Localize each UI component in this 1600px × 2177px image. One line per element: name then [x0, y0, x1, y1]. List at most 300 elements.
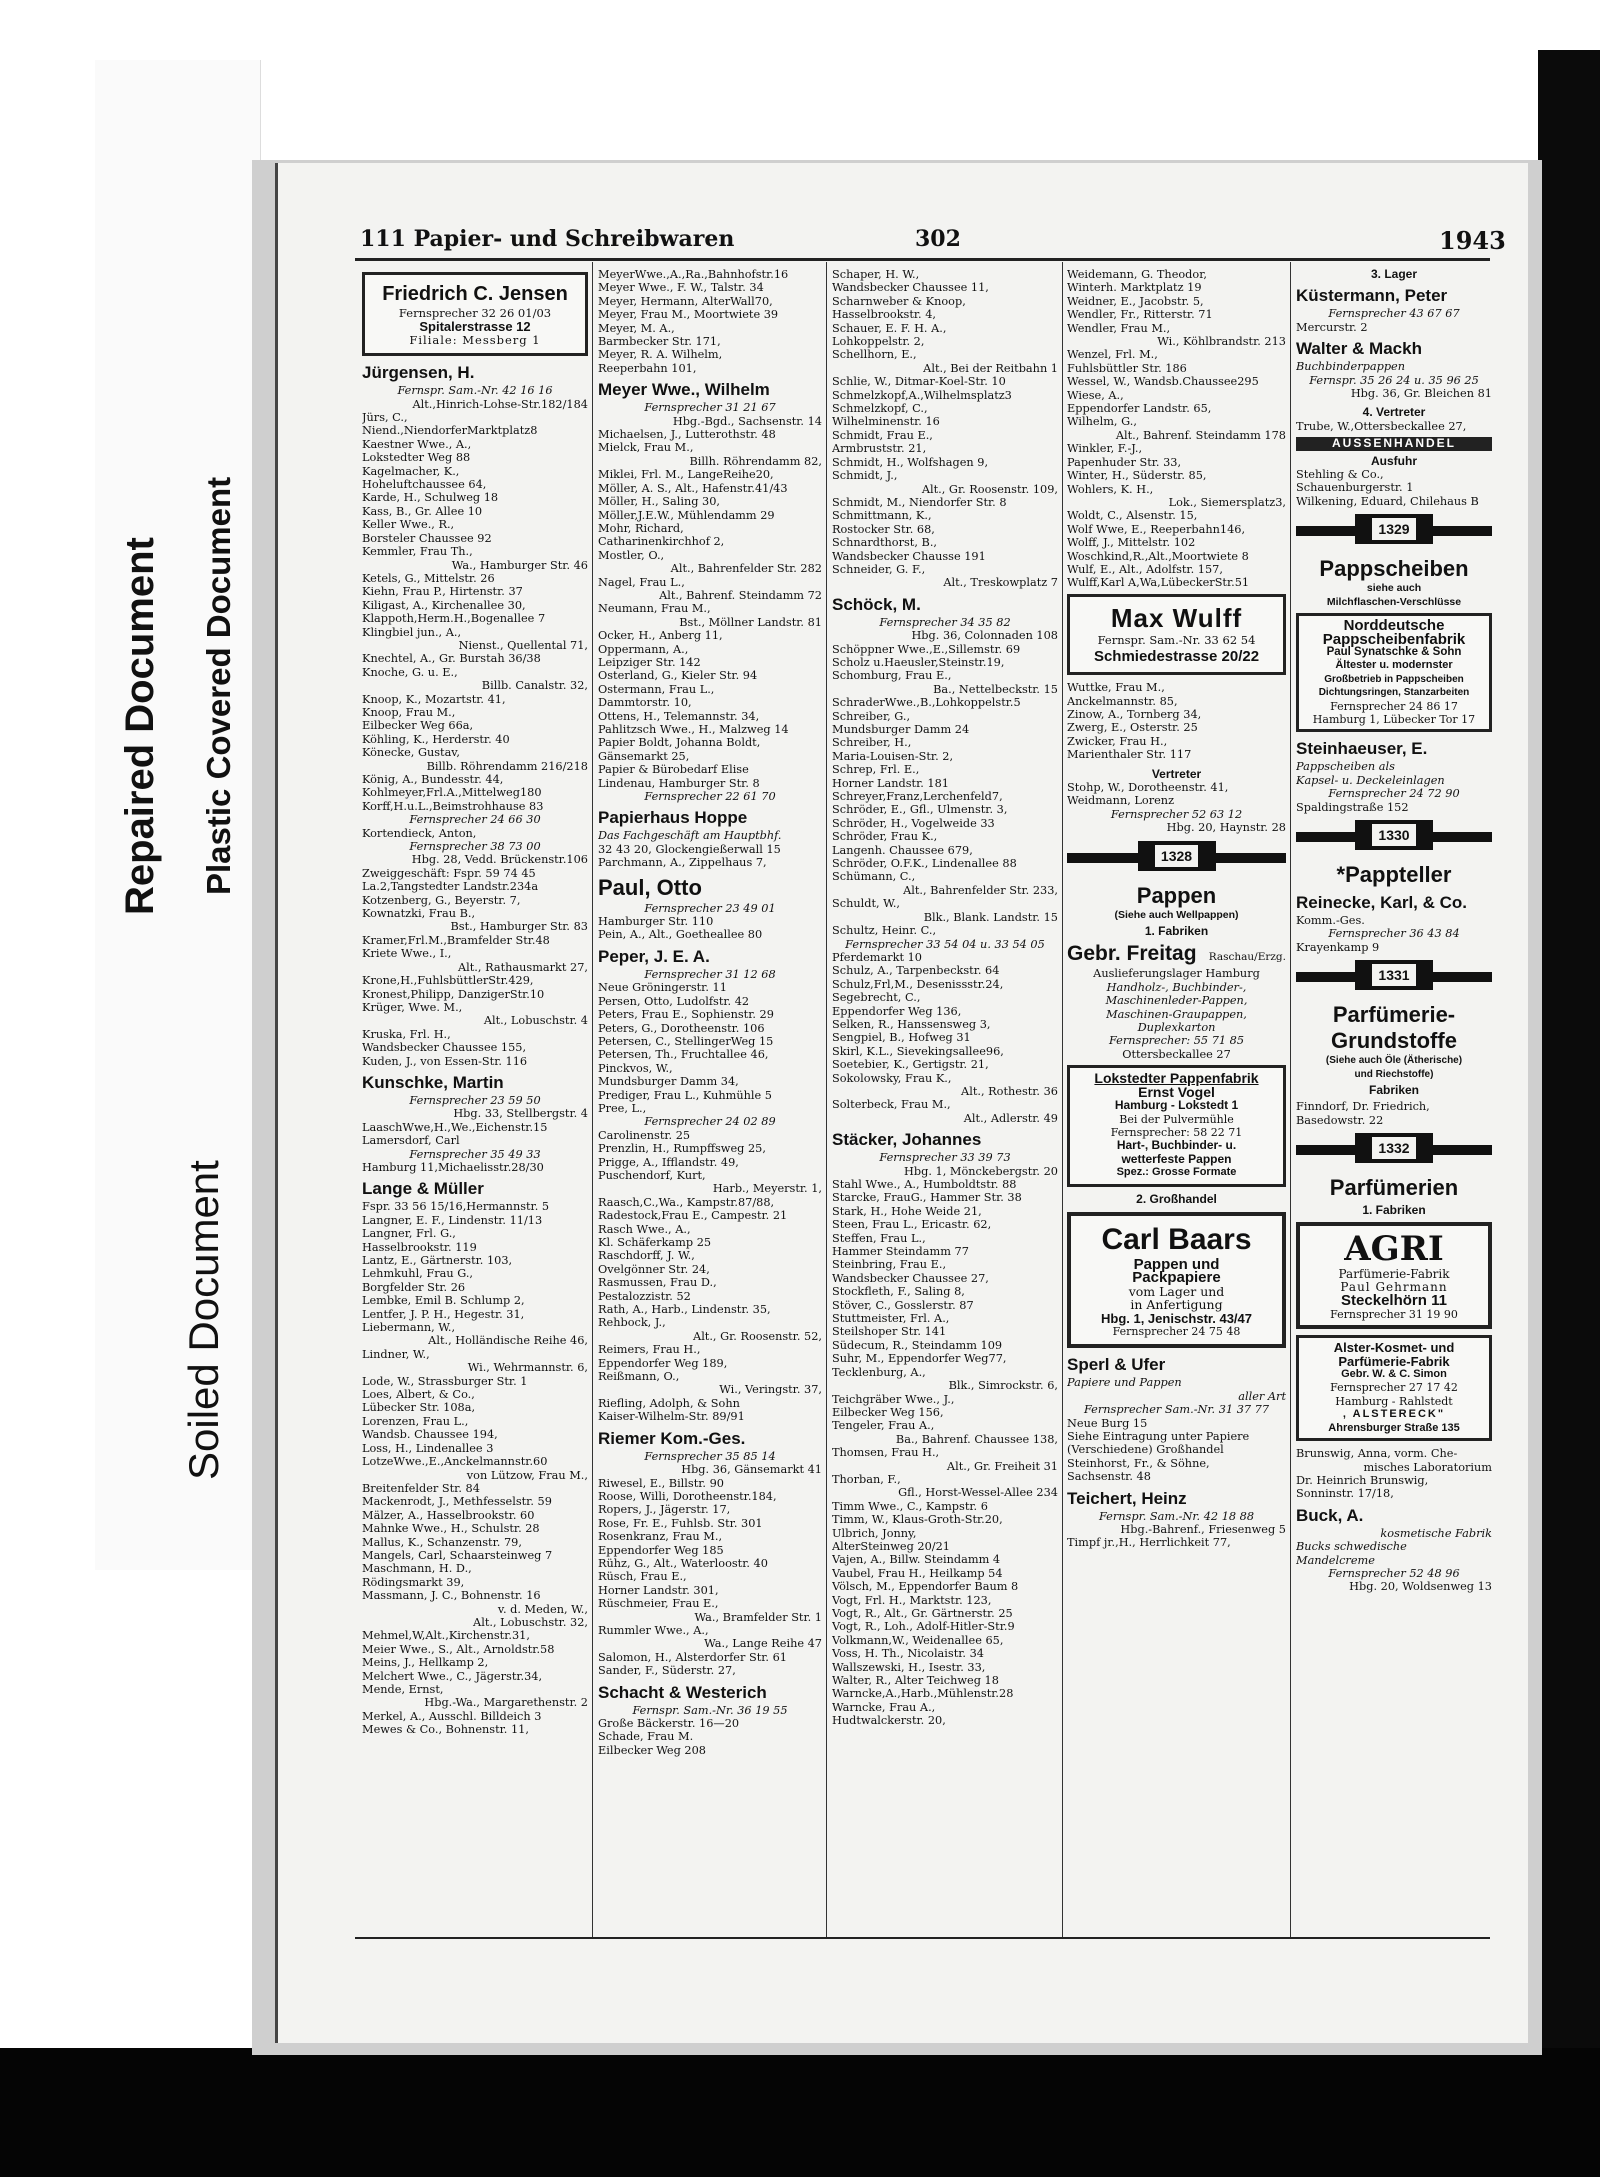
ad-line: Dichtungsringen, Stanzarbeiten: [1318, 687, 1470, 699]
entry-line: Könecke, Gustav,: [362, 746, 460, 760]
entry-line: Schröder, H., Vogelweide 33: [832, 816, 995, 830]
entry-line: Pestalozzistr. 52: [598, 1289, 691, 1303]
ad-phone: Fernsprecher: 58 22 71: [1110, 1125, 1243, 1139]
entry-line: Hbg.-Bahrenf., Friesenweg 5: [1120, 1523, 1286, 1537]
entry-line: Wenzel, Frl. M.,: [1067, 348, 1158, 362]
entry-line: Horner Landstr. 301,: [598, 1583, 719, 1597]
entry-list: [598, 902, 822, 942]
entry-line: Segebrecht, C.,: [832, 991, 921, 1005]
entry-line: Alt., Lobuschstr. 32,: [473, 1615, 588, 1629]
entry-line: 32 43 20, Glockengießerwall 15: [598, 842, 781, 856]
entry-line: Fernsprecher 52 63 12: [1110, 807, 1243, 821]
entry-line: Tengeler, Frau A.,: [832, 1419, 935, 1433]
entry-line: Prigge, A., Ifflandstr. 49,: [598, 1155, 739, 1169]
entry-line: kosmetische Fabrik: [1380, 1526, 1492, 1540]
section-title: Pappscheiben: [1319, 556, 1469, 582]
entry-line: Horner Landstr. 181: [832, 776, 949, 790]
entry-line: Billh. Röhrendamm 82,: [689, 454, 822, 468]
entry-line: Ovelgönner Str. 24,: [598, 1262, 710, 1276]
entry-line: Fernsprecher: 55 71 85: [1108, 1034, 1245, 1048]
entry-line: Marienthaler Str. 117: [1067, 748, 1192, 762]
entry-line: Kiligast, A., Kirchenallee 30,: [362, 598, 526, 612]
entry-line: Lorenzen, Frau L.,: [362, 1414, 469, 1428]
ad-spec: Spez.: Grosse Formate: [1116, 1166, 1237, 1179]
entry-line: Prenzlin, H., Rumpffsweg 25,: [598, 1142, 766, 1156]
column-divider: [1290, 262, 1291, 1937]
section-title: Grundstoffe: [1331, 1028, 1457, 1054]
entry-line: Miklei, Frl. M., LangeReihe20,: [598, 468, 774, 482]
entry-list: [1067, 268, 1286, 590]
entry-line: Scharnweber & Knoop,: [832, 294, 966, 308]
entry-list: [1067, 1376, 1286, 1483]
entry-line: Peters, Frau E., Sophienstr. 29: [598, 1008, 774, 1022]
entry-line: Scholz u.Haeusler,Steinstr.19,: [832, 655, 1005, 669]
entry-line: Schrep, Frl. E.,: [832, 763, 920, 777]
entry-line: Rosenkranz, Frau M.,: [598, 1530, 723, 1544]
entry-line: Alt., Rathausmarkt 27,: [458, 960, 588, 974]
ad-street: Spitalerstrasse 12: [419, 319, 531, 335]
entry-line: Meier Wwe., S., Alt., Arnoldstr.58: [362, 1642, 555, 1656]
entry-list: [1067, 1510, 1286, 1550]
ad-address: Hbg. 1, Jenischstr. 43/47: [1100, 1310, 1253, 1326]
entry-line: Stockfleth, F., Saling 8,: [832, 1285, 965, 1299]
ad-carl-baars: [1067, 1212, 1286, 1348]
entry-line: Carolinenstr. 25: [598, 1128, 691, 1142]
entry-list: [1296, 360, 1492, 400]
entry-line: Kriete Wwe., I.,: [362, 947, 452, 961]
entry-list: [1296, 420, 1492, 433]
entry-line: Wilhelm, G.,: [1067, 415, 1137, 429]
entry-line: Merkel, A., Ausschl. Billdeich 3: [362, 1709, 542, 1723]
entry-line: Dr. Heinrich Brunswig,: [1296, 1473, 1429, 1487]
entry-line: Starcke, FrauG., Hammer Str. 38: [832, 1191, 1022, 1205]
entry-line: Weidner, E., Jacobstr. 5,: [1067, 294, 1204, 308]
entry-line: Mercurstr. 2: [1296, 320, 1368, 334]
company-name: Gebr. Freitag: [1067, 942, 1197, 966]
entry-line: Schmittmann, K.,: [832, 509, 932, 523]
entry-line: Buchbinderpappen: [1296, 360, 1406, 374]
entry-line: Leipziger Str. 142: [598, 655, 701, 669]
entry-line: Fernsprecher 24 02 89: [644, 1115, 776, 1129]
entry-line: Prediger, Frau L., Kuhmühle 5: [598, 1088, 772, 1102]
entry-list: [1296, 1447, 1492, 1501]
entry-line: Schmelzkopf,A.,Wilhelmsplatz3: [832, 388, 1012, 402]
entry-line: Lentfer, J. P. H., Hegestr. 31,: [362, 1307, 525, 1321]
entry-line: Möller, H., Saling 30,: [598, 495, 721, 509]
entry-heading: Meyer Wwe., Wilhelm: [598, 380, 770, 400]
entry-line: Hbg.-Bgd., Sachsenstr. 14: [672, 414, 822, 428]
entry-line: König, A., Bundesstr. 44,: [362, 773, 504, 786]
entry-line: Vaubel, Frau H., Heilkamp 54: [832, 1566, 1003, 1580]
entry-list: [1296, 468, 1492, 508]
ad-name: Lokstedter Pappenfabrik: [1094, 1070, 1259, 1087]
section-subtitle: (Siehe auch Öle (Ätherische): [1325, 1055, 1463, 1067]
entry-list: [362, 1094, 588, 1174]
entry-line: Gänsemarkt 25,: [598, 749, 690, 763]
entry-line: Hbg. 36, Colonnaden 108: [911, 629, 1058, 643]
entry-heading: Sperl & Ufer: [1067, 1355, 1166, 1375]
label-repaired: Repaired Document: [118, 537, 162, 915]
entry-list: [832, 1151, 1058, 1727]
entry-line: Vogt, R., Alt., Gr. Gärtnerstr. 25: [832, 1607, 1013, 1620]
entry-line: Kass, B., Gr. Allee 10: [362, 504, 483, 518]
entry-line: Wi., Köhlbrandstr. 213: [1157, 335, 1286, 349]
entry-line: Zwicker, Frau H.,: [1067, 734, 1168, 748]
entry-line: Michaelsen, J., Lutterothstr. 48: [598, 428, 776, 442]
entry-heading: Riemer Kom.-Ges.: [598, 1428, 746, 1448]
entry-line: Fernsprecher 22 61 70: [644, 790, 776, 804]
entry-line: Schümann, C.,: [832, 870, 916, 884]
ad-line: Pappen und: [1133, 1255, 1220, 1273]
entry-line: Fernspr. Sam.-Nr. 36 19 55: [632, 1703, 788, 1717]
ad-address: Ahrensburger Straße 135: [1328, 1421, 1460, 1434]
entry-line: Fernsprecher 35 49 33: [409, 1147, 541, 1161]
entry-line: Jürs, C.,: [362, 411, 408, 425]
entry-heading: Jürgensen, H.: [362, 363, 475, 383]
entry-line: Finndorf, Dr. Friedrich,: [1296, 1100, 1430, 1114]
section-heading: 111 Papier- und Schreibwaren: [360, 226, 735, 252]
entry-line: Mohr, Richard,: [598, 521, 684, 535]
entry-line: Schmelzkopf, C.,: [832, 402, 928, 416]
entry-list: [1067, 681, 1286, 761]
entry-line: Kagelmacher, K.,: [362, 464, 460, 478]
entry-line: Köhling, K., Herderstr. 40: [362, 732, 510, 746]
entry-line: Wolff, J., Mittelstr. 102: [1067, 536, 1196, 550]
section-title: Parfümerien: [1329, 1175, 1459, 1201]
entry-line: Armbruststr. 21,: [832, 442, 927, 456]
entry-line: Anckelmannstr. 85,: [1067, 694, 1178, 708]
entry-line: Wendler, Fr., Ritterstr. 71: [1067, 308, 1213, 322]
entry-list: [1296, 307, 1492, 334]
entry-list: [598, 268, 822, 375]
entry-line: Zinow, A., Tornberg 34,: [1067, 707, 1202, 721]
subsection-title: Vertreter: [1151, 766, 1202, 781]
entry-line: Kramer,Frl.M.,Bramfelder Str.48: [362, 933, 550, 947]
entry-list: [598, 1450, 822, 1678]
entry-line: Rummler Wwe., A.,: [598, 1623, 709, 1637]
section-title: Parfümerie-: [1332, 1002, 1456, 1028]
entry-list: [598, 968, 822, 1424]
ad-name: Max Wulff: [1110, 602, 1243, 633]
entry-line: Schuldt, W.,: [832, 897, 901, 911]
entry-line: Langenh. Chaussee 679,: [832, 843, 973, 857]
entry-line: Fernspr. Sam.-Nr. 42 18 88: [1098, 1509, 1255, 1523]
entry-line: Sander, F., Süderstr. 27,: [598, 1664, 736, 1678]
entry-line: Alt., Lobuschstr. 4: [483, 1014, 588, 1028]
entry-line: Meyer, M. A.,: [598, 321, 675, 335]
entry-line: Wiese, A.,: [1067, 388, 1124, 402]
entry-line: Maschinen-Graupappen,: [1106, 1007, 1247, 1021]
entry-line: Eppendorfer Landstr. 65,: [1067, 402, 1212, 416]
entry-line: Kuden, J., von Essen-Str. 116: [362, 1054, 528, 1068]
ad-line: Paul Gehrmann: [1340, 1280, 1448, 1295]
ad-address: Steckelhörn 11: [1341, 1292, 1447, 1310]
entry-line: Riwesel, E., Billstr. 90: [598, 1476, 724, 1490]
entry-line: Steinbring, Frau E.,: [832, 1258, 947, 1272]
entry-line: Schnardthorst, B.,: [832, 536, 938, 550]
ad-brand: , ALSTERECK": [1342, 1408, 1446, 1421]
ad-branch: Filiale: Messberg 1: [409, 332, 541, 347]
entry-heading: Papierhaus Hoppe: [598, 808, 748, 828]
entry-line: Siehe Eintragung unter Papiere: [1067, 1430, 1250, 1443]
entry-line: Borgfelder Str. 26: [362, 1280, 466, 1294]
entry-line: Thorban, F.,: [832, 1472, 901, 1486]
entry-line: Eppendorfer Weg 185: [598, 1543, 724, 1557]
entry-line: Hudtwalckerstr. 20,: [832, 1714, 946, 1728]
entry-line: aller Art: [1238, 1389, 1286, 1403]
entry-line: Winterh. Marktplatz 19: [1067, 281, 1202, 295]
entry-line: Schmidt, Frau E.,: [832, 428, 933, 442]
entry-line: Wulf, E., Alt., Adolfstr. 157,: [1067, 562, 1223, 576]
subsection-title: 1. Fabriken: [1362, 1203, 1426, 1218]
entry-line: Suhr, M., Eppendorfer Weg77,: [832, 1352, 1007, 1366]
entry-line: Teichgräber Wwe., J.,: [832, 1392, 955, 1406]
entry-line: Fernsprecher 38 73 00: [409, 840, 541, 854]
entry-line: Rath, A., Harb., Lindenstr. 35,: [598, 1303, 771, 1317]
entry-line: Papier Boldt, Johanna Boldt,: [598, 736, 761, 750]
ad-line: vom Lager und: [1128, 1283, 1225, 1299]
entry-line: Alt., Bei der Reitbahn 1: [923, 361, 1058, 375]
ad-lokstedter: [1067, 1065, 1286, 1186]
entry-line: Steffen, Frau L.,: [832, 1231, 926, 1245]
entry-line: Knoop, Frau M.,: [362, 705, 456, 719]
entry-heading: Kunschke, Martin: [362, 1072, 504, 1092]
ad-phone: Fernsprecher 24 75 48: [1112, 1324, 1241, 1338]
entry-line: Rüsch, Frau E.,: [598, 1570, 687, 1584]
entry-line: Sachsenstr. 48: [1067, 1470, 1151, 1484]
entry-line: Hoheluftchaussee 64,: [362, 478, 487, 492]
entry-line: Meyer, Hermann, AlterWall70,: [598, 294, 773, 308]
entry-line: Wilhelminenstr. 16: [832, 415, 940, 429]
entry-line: Schauer, E. F. H. A.,: [832, 321, 947, 335]
entry-line: Woldt, C., Alsenstr. 15,: [1067, 509, 1198, 523]
entry-line: Hbg. 36, Gr. Bleichen 81: [1350, 387, 1492, 401]
entry-line: Mewes & Co., Bohnenstr. 11,: [362, 1723, 529, 1737]
entry-line: Brunswig, Anna, vorm. Che-: [1296, 1447, 1458, 1461]
entry-line: Schomburg, Frau E.,: [832, 669, 952, 683]
entry-line: Fernsprecher 43 67 67: [1328, 307, 1460, 321]
entry-line: Alt., Rothestr. 36: [961, 1084, 1058, 1098]
entry-list: [1296, 1100, 1492, 1127]
ad-agri: [1296, 1222, 1492, 1330]
entry-line: Rostocker Str. 68,: [832, 522, 935, 536]
entry-line: Mackenrodt, J., Methfesselstr. 59: [362, 1495, 552, 1509]
entry-line: Komm.-Ges.: [1296, 913, 1365, 927]
entry-line: Sonninstr. 17/18,: [1296, 1487, 1394, 1501]
entry-line: von Lützow, Frau M.,: [466, 1468, 588, 1482]
entry-line: Hasselbrookstr. 4,: [832, 308, 937, 322]
entry-list: [598, 401, 822, 803]
entry-line: Selken, R., Hanssensweg 3,: [832, 1017, 991, 1031]
entry-line: Blk., Simrockstr. 6,: [948, 1379, 1058, 1393]
entry-line: Hbg.-Wa., Margarethenstr. 2: [424, 1696, 588, 1710]
entry-line: Wi., Wehrmannstr. 6,: [467, 1361, 588, 1375]
entry-line: Wolf Wwe, E., Reeperbahn146,: [1067, 522, 1246, 536]
entry-line: Schlie, W., Ditmar-Koel-Str. 10: [832, 375, 1006, 389]
entry-line: Fernsprecher 35 85 14: [644, 1449, 776, 1463]
entry-line: Basedowstr. 22: [1296, 1113, 1384, 1127]
entry-line: Stark, H., Hohe Weide 21,: [832, 1204, 982, 1218]
column-divider: [826, 262, 827, 1937]
entry-line: Stöver, C., Gosslerstr. 87: [832, 1298, 974, 1312]
section-title: *Pappteller: [1336, 861, 1452, 887]
entry-line: Billb. Canalstr. 32,: [481, 679, 588, 693]
entry-line: Vajen, A., Billw. Steindamm 4: [832, 1553, 1001, 1567]
entry-line: Schellhorn, E.,: [832, 348, 917, 362]
entry-line: Lembke, Emil B. Schlump 2,: [362, 1294, 525, 1308]
section-number: 1329: [1372, 518, 1415, 540]
entry-line: Eilbecker Weg 156,: [832, 1405, 944, 1419]
entry-heading: Buck, A.: [1296, 1505, 1364, 1525]
entry-line: Zweiggeschäft: Fspr. 59 74 45: [362, 866, 536, 880]
entry-heading: Walter & Mackh: [1296, 339, 1422, 359]
entry-line: Warncke,A.,Harb.,Mühlenstr.28: [832, 1687, 1014, 1701]
entry-line: v. d. Meden, W.,: [497, 1602, 588, 1616]
entry-line: Alt., Bahrenf. Steindamm 178: [1115, 428, 1286, 442]
section-subtitle: Milchflaschen-Verschlüsse: [1326, 595, 1462, 608]
entry-line: Kortendieck, Anton,: [362, 826, 477, 840]
entry-line: Schneider, G. F.,: [832, 562, 926, 576]
entry-line: Bst., Möllner Landstr. 81: [679, 615, 822, 629]
entry-line: Sengpiel, B., Hofweg 31: [832, 1031, 971, 1045]
entry-line: Meyer, Frau M., Moortwiete 39: [598, 308, 779, 322]
entry-line: misches Laboratorium: [1363, 1460, 1492, 1474]
entry-heading: Reinecke, Karl, & Co.: [1296, 892, 1468, 912]
ad-phone: Fernsprecher 24 86 17: [1330, 699, 1458, 713]
entry-line: Wandsbecker Chaussee 155,: [362, 1041, 527, 1055]
entry-heading: Steinhaeuser, E.: [1296, 739, 1428, 759]
entry-line: Wulff,Karl A,Wa,LübeckerStr.51: [1067, 576, 1250, 590]
entry-line: Barmbecker Str. 171,: [598, 335, 721, 349]
entry-line: Reeperbahn 101,: [598, 361, 697, 375]
entry-list: [1067, 967, 1286, 1061]
entry-line: Knoop, K., Mozartstr. 41,: [362, 692, 506, 706]
entry-line: Stahl Wwe., A., Humboldtstr. 88: [832, 1178, 1017, 1191]
entry-line: Volkmann,W., Weidenallee 65,: [832, 1633, 1004, 1647]
entry-line: Schöppner Wwe.,E.,Sillemstr. 69: [832, 642, 1021, 656]
entry-line: Winter, H., Süderstr. 85,: [1067, 469, 1207, 483]
entry-line: Hbg. 20, Woldsenweg 13: [1349, 1580, 1492, 1594]
entry-line: Hamburger Str. 110: [598, 915, 714, 929]
entry-line: Loes, Albert, & Co.,: [362, 1388, 475, 1402]
entry-line: Hbg. 36, Gänsemarkt 41: [681, 1463, 822, 1477]
ad-phone: Fernsprecher 32 26 01/03: [398, 306, 552, 320]
column-divider: [592, 262, 593, 1937]
entry-line: Ocker, H., Anberg 11,: [598, 629, 723, 643]
entry-line: Eppendorfer Weg 189,: [598, 1356, 728, 1370]
entry-line: Ropers, J., Jägerstr. 17,: [598, 1503, 731, 1517]
entry-line: Fernsprecher 24 72 90: [1328, 787, 1460, 801]
entry-line: Rehbock, J.,: [598, 1316, 666, 1330]
column-divider: [1062, 262, 1063, 1937]
entry-line: Klappoth,Herm.H.,Bogenallee 7: [362, 612, 546, 626]
entry-line: Breitenfelder Str. 84: [362, 1481, 480, 1495]
section-subtitle: und Riechstoffe): [1354, 1068, 1434, 1080]
section-subtitle: (Siehe auch Wellpappen): [1114, 908, 1239, 921]
ad-line: Parfümerie-Fabrik: [1338, 1266, 1450, 1281]
entry-line: Handholz-, Buchbinder-,: [1106, 980, 1247, 994]
entry-line: Petersen, Th., Fruchtallee 46,: [598, 1048, 769, 1062]
entry-line: Schreyer,Franz,Lerchenfeld7,: [832, 790, 1003, 804]
entry-line: Roose, Willi, Dorotheenstr.184,: [598, 1489, 777, 1503]
entry-line: Weidemann, G. Theodor,: [1067, 268, 1207, 281]
entry-line: Hammer Steindamm 77: [832, 1245, 969, 1259]
ad-owner: Paul Synatschke & Sohn: [1326, 645, 1462, 658]
entry-line: Lamersdorf, Carl: [362, 1134, 460, 1148]
ad-name: Norddeutsche: [1343, 617, 1445, 635]
entry-line: LaaschWwe,H.,We.,Eichenstr.15: [362, 1120, 548, 1134]
entry-line: Mundsburger Damm 34,: [598, 1075, 739, 1089]
ad-city: Hamburg - Rahlstedt: [1335, 1394, 1453, 1408]
entry-line: Lohkoppelstr. 2,: [832, 335, 925, 349]
entry-line: Vogt, Frl. H., Marktstr. 123,: [832, 1593, 992, 1607]
label-plastic-covered: Plastic Covered Document: [200, 476, 237, 895]
entry-line: Raschdorff, J. W.,: [598, 1249, 695, 1263]
subsection-title: 2. Großhandel: [1136, 1191, 1217, 1206]
entry-line: Wandsbecker Chaussee 27,: [832, 1271, 989, 1285]
entry-line: Fernsprecher Sam.-Nr. 31 37 77: [1083, 1403, 1270, 1417]
entry-line: Krone,H.,FuhlsbüttlerStr.429,: [362, 974, 534, 988]
entry-heading: Peper, J. E. A.: [598, 946, 710, 966]
entry-line: Peters, G., Dorotheenstr. 106: [598, 1021, 765, 1035]
entry-line: Stehling & Co.,: [1296, 468, 1384, 482]
entry-line: Sokolowsky, Frau K.,: [832, 1071, 952, 1085]
entry-line: Thomsen, Frau H.,: [832, 1446, 940, 1460]
label-soiled: Soiled Document: [180, 1160, 227, 1480]
entry-line: Knoche, G. u. E.,: [362, 665, 458, 679]
entry-line: Wandsbecker Chausse 191: [832, 549, 986, 563]
entry-line: Schmidt, J.,: [832, 469, 898, 483]
entry-line: Ostermann, Frau L.,: [598, 682, 715, 696]
entry-line: Rasmussen, Frau D.,: [598, 1276, 717, 1290]
entry-list: [598, 829, 822, 869]
entry-line: Ottersbeckallee 27: [1122, 1047, 1231, 1061]
entry-line: Alt., Gr. Roosenstr. 52,: [693, 1329, 822, 1343]
entry-line: Maschinenleder-Pappen,: [1105, 994, 1248, 1008]
entry-line: Petersen, C., StellingerWeg 15: [598, 1034, 774, 1048]
entry-line: Korff,H.u.L.,Beimstrohhause 83: [362, 799, 544, 813]
ad-name: Friedrich C. Jensen: [382, 283, 568, 305]
entry-line: Eilbecker Weg 208: [598, 1743, 706, 1757]
entry-line: Klingbiel jun., A.,: [362, 625, 462, 639]
entry-line: Reißmann, O.,: [598, 1370, 680, 1384]
entry-line: Rasch Wwe., A.,: [598, 1222, 691, 1236]
entry-line: Langner, E. F., Lindenstr. 11/13: [362, 1213, 543, 1227]
entry-line: Schade, Frau M.: [598, 1730, 694, 1744]
entry-line: Skirl, K.L., Sievekingsallee96,: [832, 1044, 1004, 1058]
entry-line: Nagel, Frau L.,: [598, 575, 685, 589]
entry-line: (Verschiedene) Großhandel: [1067, 1443, 1224, 1457]
entry-line: Bucks schwedische: [1296, 1540, 1407, 1554]
entry-line: Fernspr. Sam.-Nr. 42 16 16: [397, 384, 553, 398]
entry-line: Schauenburgerstr. 1: [1296, 481, 1414, 495]
entry-line: Kruska, Frl. H.,: [362, 1027, 451, 1041]
entry-line: Mehmel,W,Alt.,Kirchenstr.31,: [362, 1629, 530, 1643]
entry-line: Stohp, W., Dorotheenstr. 41,: [1067, 781, 1229, 794]
entry-line: AlterSteinweg 20/21: [832, 1539, 950, 1553]
ad-line: Packpapiere: [1132, 1269, 1221, 1287]
entry-line: Kotzenberg, G., Beyerstr. 7,: [362, 893, 521, 907]
entry-list: [1296, 760, 1492, 814]
entry-line: Fspr. 33 56 15/16,Hermannstr. 5: [362, 1200, 550, 1214]
ad-name: Parfümerie-Fabrik: [1338, 1353, 1450, 1369]
company-city: Raschau/Erzg.: [1208, 951, 1286, 964]
entry-line: Kownatzki, Frau B.,: [362, 907, 476, 921]
entry-line: Radestock,Frau E., Campestr. 21: [598, 1209, 788, 1223]
entry-line: Ba., Bahrenf. Chaussee 138,: [895, 1432, 1058, 1446]
entry-line: Wuttke, Frau M.,: [1067, 681, 1165, 695]
entry-line: Hbg. 20, Haynstr. 28: [1166, 821, 1286, 835]
